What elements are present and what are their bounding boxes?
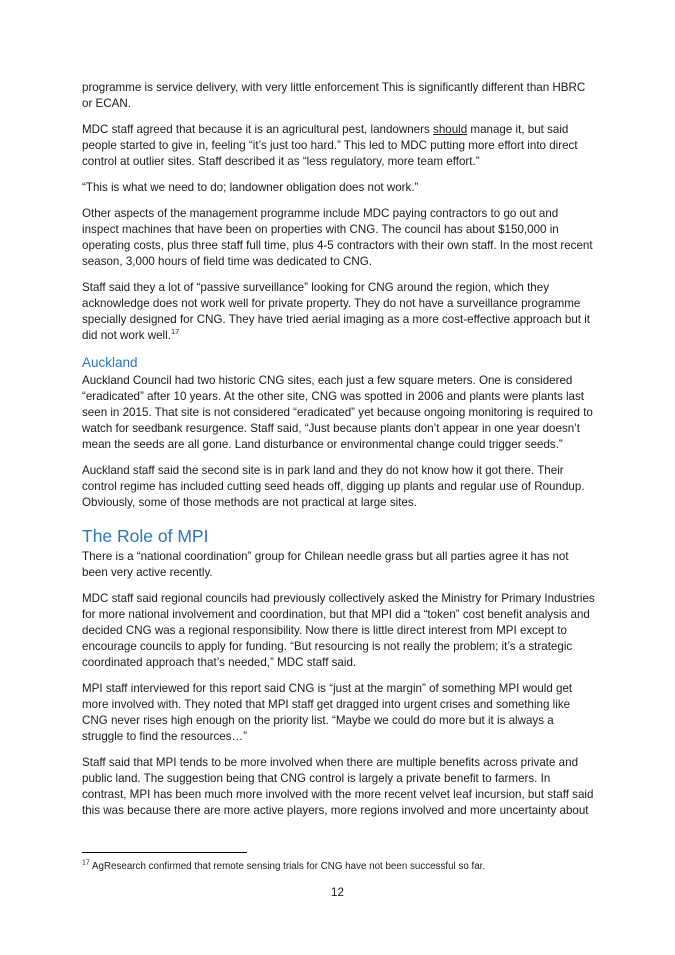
footnote-reference[interactable]: 17 xyxy=(170,327,180,337)
paragraph-auckland-second-site: Auckland staff said the second site is in park land and they do not know how it got there. Their control regime has included cutting seed heads off, digging up plants and regular use of Roundup. Obviously, some of those methods are not practical at large sites. xyxy=(82,464,585,509)
paragraph-passive-surveillance xyxy=(82,280,596,344)
paragraph-management-programme: Other aspects of the management programme include MDC paying contractors to go out and inspect machines that have been on properties with CNG. The council has about $150,000 in operating costs, plus three staff full time, plus 4-5 contractors with their own staff. In the most recent season, 3,000 hours of field time was dedicated to CNG. xyxy=(82,207,593,268)
footnote xyxy=(82,860,596,873)
heading-role-of-mpi: The Role of MPI xyxy=(82,526,209,546)
underlined-should: should xyxy=(433,123,468,136)
paragraph-auckland-sites: Auckland Council had two historic CNG sites, each just a few square meters. One is considered “eradicated” after 10 years. At the other site, CNG was spotted in 2006 and plants were plants last seen in 2015. That site is not considered “eradicated” yet because ongoing monitoring is required to watch for seedbank resurgence. Staff said, “Just because plants don’t appear in one year doesn’t mean the seeds are all gone. Land disturbance or environmental change could trigger seeds.” xyxy=(82,374,593,451)
page-number: 12 xyxy=(331,886,344,899)
paragraph-mpi-staff-interviewed: MPI staff interviewed for this report said CNG is “just at the margin” of something MPI would get more involved with. They noted that MPI staff get dragged into urgent crises and something like CNG never rises high enough on the priority list. “Maybe we could do more but it is always a struggle to find the resources…” xyxy=(82,682,573,743)
paragraph-mdc-regional-councils: MDC staff said regional councils had previously collectively asked the Ministry for Primary Industries for more national involvement and coordination, but that MPI did a “token” cost benefit analysis and decided CNG was a regional responsibility. Now there is little direct interest from MPI except to encourage councils to apply for funding. “But resourcing is not really the problem; it’s a strategic coordinated approach that’s needed,” MDC staff said. xyxy=(82,592,595,669)
footnote-number: 17 xyxy=(82,859,90,867)
paragraph-national-coordination: There is a “national coordination” group for Chilean needle grass but all parties agree it has not been very active recently. xyxy=(82,550,569,579)
footnote-separator xyxy=(82,852,247,853)
footnote-text: AgResearch confirmed that remote sensing trials for CNG have not been successful so far. xyxy=(89,861,486,872)
paragraph-mdc-staff-agreed xyxy=(82,122,596,170)
document-body xyxy=(82,80,596,829)
heading-auckland: Auckland xyxy=(82,355,138,370)
paragraph-quote: “This is what we need to do; landowner obligation does not work.” xyxy=(82,181,419,194)
text-run: Staff said they a lot of “passive surveillance” looking for CNG around the region, which they acknowledge does not work well for private property. They do not have a surveillance programme specially designed for CNG. They have tried aerial imaging as a more cost-effective approach but it did not work well. xyxy=(82,281,591,342)
paragraph-service-delivery: programme is service delivery, with very little enforcement This is significantly different than HBRC or ECAN. xyxy=(82,81,586,110)
text-run: manage it, but said people started to give in, feeling “it’s just too hard.” This led to MDC putting more effort into direct control at outlier sites. Staff described it as “less regulatory, more team effort.” xyxy=(82,123,578,168)
text-run: MDC staff agreed that because it is an agricultural pest, landowners xyxy=(82,123,434,136)
paragraph-mpi-multiple-benefits: Staff said that MPI tends to be more involved when there are multiple benefits across private and public land. The suggestion being that CNG control is largely a private benefit to farmers. In contrast, MPI has been much more involved with the more recent velvet leaf incursion, but staff said this was because there are more active players, more regions involved and more uncertainty about xyxy=(82,756,594,817)
